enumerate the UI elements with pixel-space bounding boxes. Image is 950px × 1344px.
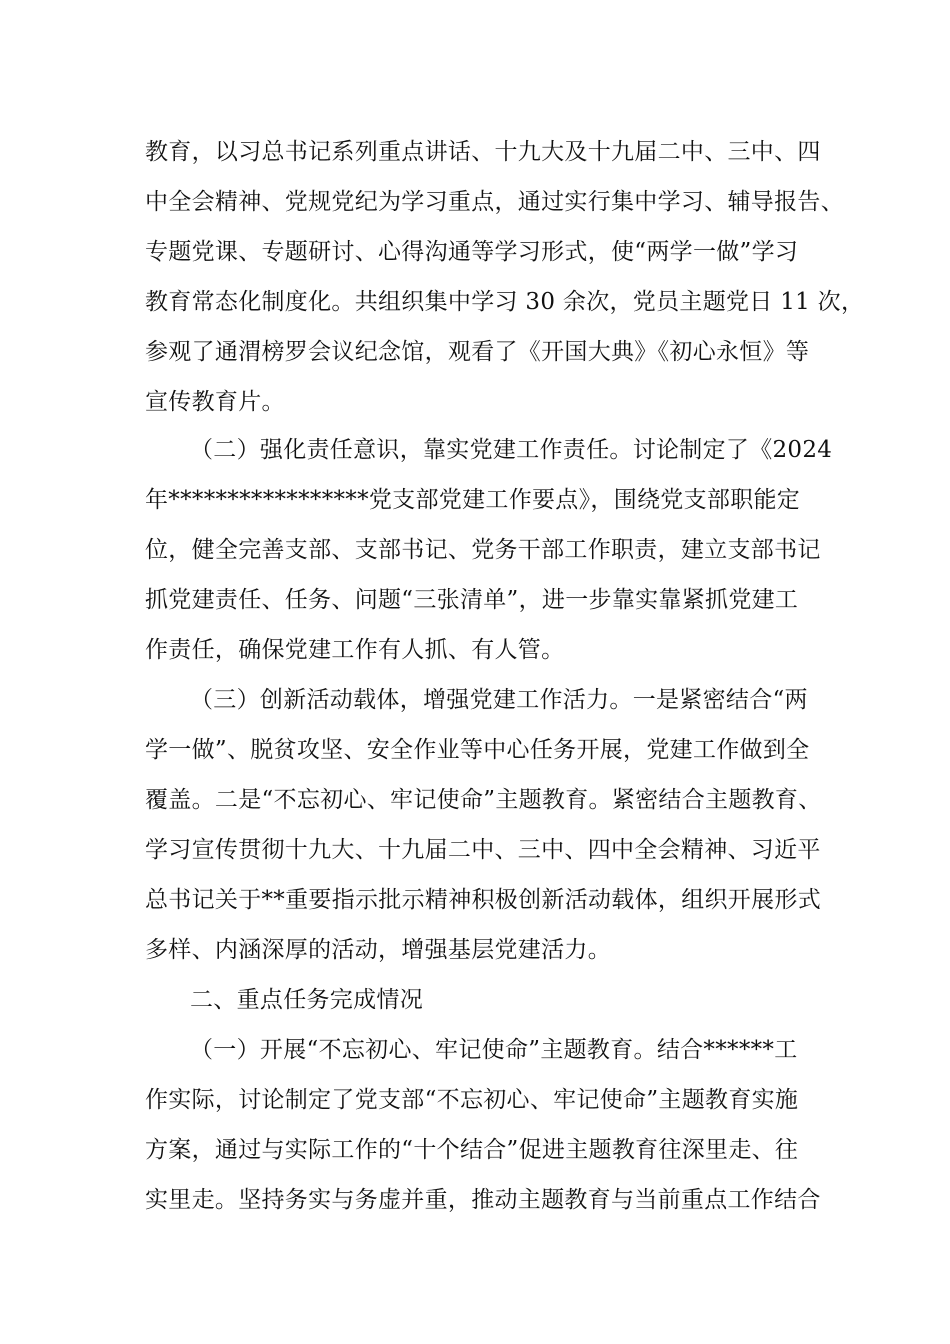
text-line: 实里走。坚持务实与务虚并重，推动主题教育与当前重点工作结合 — [145, 1187, 821, 1213]
text-line: 作责任，确保党建工作有人抓、有人管。 — [145, 637, 565, 663]
text-line: 多样、内涵深厚的活动，增强基层党建活力。 — [145, 937, 611, 963]
text-line: 抓党建责任、任务、问题“三张清单”，进一步靠实靠紧抓党建工 — [145, 587, 799, 613]
text-line: 位，健全完善支部、支部书记、党务干部工作职责，建立支部书记 — [145, 537, 821, 563]
text-line: 教育，以习总书记系列重点讲话、十九大及十九届二中、三中、四 — [145, 139, 821, 165]
text-line: 教育常态化制度化。共组织集中学习 30 余次，党员主题党日 11 次， — [145, 289, 865, 315]
text-line: 学一做”、脱贫攻坚、安全作业等中心任务开展，党建工作做到全 — [145, 737, 810, 763]
text-line: 覆盖。二是“不忘初心、牢记使命”主题教育。紧密结合主题教育、 — [145, 787, 822, 813]
text-line: 专题党课、专题研讨、心得沟通等学习形式，使“两学一做”学习 — [145, 239, 799, 265]
text-line: 学习宣传贯彻十九大、十九届二中、三中、四中全会精神、习近平 — [145, 837, 821, 863]
chapter-heading: 二、重点任务完成情况 — [190, 987, 423, 1013]
section-heading-3: （三）创新活动载体，增强党建工作活力。一是紧密结合“两 — [190, 687, 808, 713]
text-line: 中全会精神、党规党纪为学习重点，通过实行集中学习、辅导报告、 — [145, 189, 844, 215]
text-line: 参观了通渭榜罗会议纪念馆，观看了《开国大典》《初心永恒》等 — [145, 339, 810, 365]
text-line: 宣传教育片。 — [145, 389, 285, 415]
text-line: 总书记关于**重要指示批示精神积极创新活动载体，组织开展形式 — [145, 887, 821, 913]
text-line: 方案，通过与实际工作的“十个结合”促进主题教育往深里走、往 — [145, 1137, 799, 1163]
section-heading-1: （一）开展“不忘初心、牢记使命”主题教育。结合******工 — [190, 1037, 798, 1063]
section-heading-2: （二）强化责任意识，靠实党建工作责任。讨论制定了《2024 — [190, 437, 833, 463]
text-line: 作实际，讨论制定了党支部“不忘初心、牢记使命”主题教育实施 — [145, 1087, 799, 1113]
text-line: 年*****************党支部党建工作要点》，围绕党支部职能定 — [145, 487, 801, 513]
